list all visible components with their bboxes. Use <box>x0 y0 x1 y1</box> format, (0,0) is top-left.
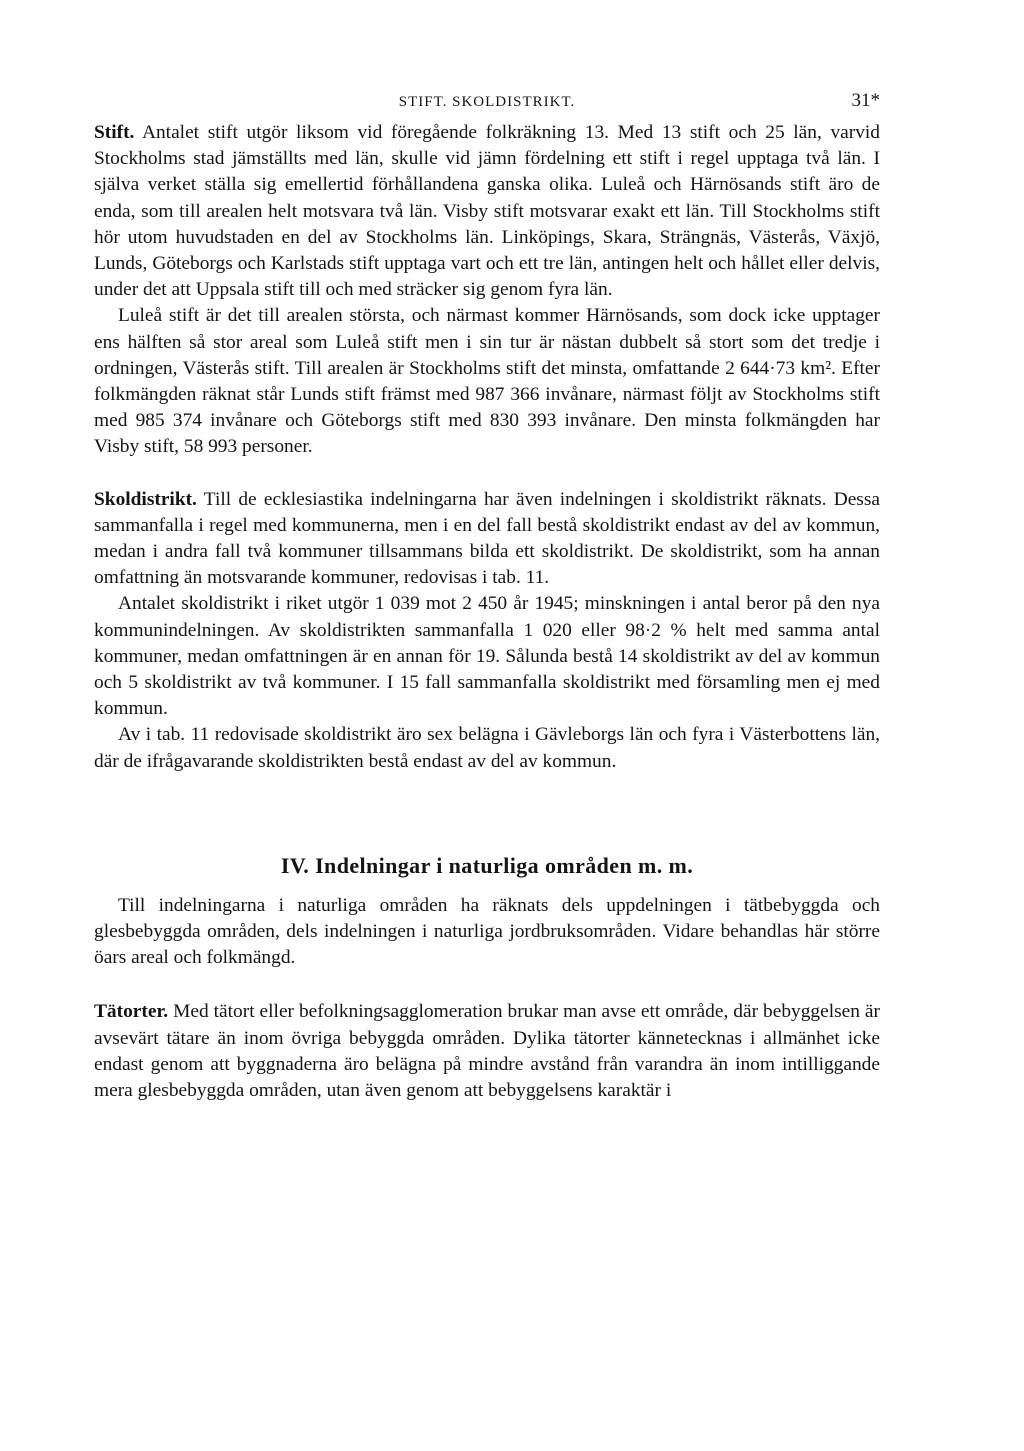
stift-paragraph-2 <box>94 303 880 460</box>
stift-text-2: Luleå stift är det till arealen största, och närmast kommer Härnösands, som dock icke upptager ens hälften så stor areal som Luleå stift men i sin tur är nästan dubbelt så stort som det tredje i ordningen, Västerås stift. Till arealen är Stockholms stift det minsta, omfattande 2 644·73 km². Efter folkmängden räknat står Lunds stift främst med 987 366 invånare, närmast följt av Stockholms stift med 985 374 invånare och Göteborgs stift med 830 393 invånare. Den minsta folkmängden har Visby stift, 58 993 personer. <box>94 305 880 458</box>
skoldistrikt-paragraph-1 <box>94 487 880 592</box>
stift-run-in-heading: Stift. <box>94 122 135 143</box>
section-intro-paragraph <box>94 893 880 972</box>
document-page <box>94 88 880 1104</box>
page-number: 31* <box>851 90 880 111</box>
section-intro-text: Till indelningarna i naturliga områden ha räknats dels uppdelningen i tätbebyggda och glesbebyggda områden, dels indelningen i naturliga jordbruksområden. Vidare behandlas här större öars areal och folkmängd. <box>94 894 880 969</box>
spacer <box>94 971 880 999</box>
running-head <box>94 88 880 114</box>
tatorter-text-1: Med tätort eller befolkningsagglomeration brukar man avse ett område, där bebyggelsen är avsevärt tätare än inom övriga bebyggda områden. Dylika tätorter kännetecknas i allmänhet icke endast genom att byggnaderna äro belägna på mindre avstånd från varandra än inom intilliggande mera glesbebyggda områden, utan även genom att bebyggelsens karaktär i <box>94 1001 880 1102</box>
spacer <box>94 461 880 487</box>
skoldistrikt-text-3: Av i tab. 11 redovisade skoldistrikt äro sex belägna i Gävleborgs län och fyra i Västerbottens län, där de ifrågavarande skoldistrikten bestå endast av del av kommun. <box>94 724 880 772</box>
section-title: Indelningar i naturliga områden m. m. <box>315 852 694 878</box>
spacer <box>94 775 880 853</box>
skoldistrikt-paragraph-2 <box>94 591 880 722</box>
running-title: STIFT. SKOLDISTRIKT. <box>398 94 576 110</box>
tatorter-paragraph-1 <box>94 999 880 1104</box>
tatorter-run-in-heading: Tätorter. <box>94 1001 169 1023</box>
skoldistrikt-text-2: Antalet skoldistrikt i riket utgör 1 039 mot 2 450 år 1945; minskningen i antal beror på den nya kommunindelningen. Av skoldistrikten sammanfalla 1 020 eller 98·2 % helt med samma antal kommuner, medan omfattningen är en annan för 19. Sålunda bestå 14 skoldistrikt av del av kommun och 5 skoldistrikt av två kommuner. I 15 fall sammanfalla skoldistrikt med församling men ej med kommun. <box>94 593 880 720</box>
skoldistrikt-paragraph-3 <box>94 722 880 774</box>
stift-text-1: Antalet stift utgör liksom vid föregående folkräkning 13. Med 13 stift och 25 län, varvid Stockholms stad jämställts med län, skulle vid jämn fördelning ett stift i regel upptaga två län. I själva verket ställa sig emellertid förhållandena ganska olika. Luleå och Härnösands stift äro de enda, som till arealen helt motsvara två län. Visby stift motsvarar exakt ett län. Till Stockholms stift hör utom huvudstaden en del av Stockholms län. Linköpings, Skara, Strängnäs, Västerås, Växjö, Lunds, Göteborgs och Karlstads stift upptaga vart och ett tre län, antingen helt och hållet eller delvis, under det att Uppsala stift till och med sträcker sig genom fyra län. <box>94 122 881 301</box>
section-heading <box>94 853 880 879</box>
stift-paragraph-1 <box>94 120 880 303</box>
skoldistrikt-text-1: Till de ecklesiastika indelningarna har även indelningen i skoldistrikt räknats. Dessa sammanfalla i regel med kommunerna, men i en del fall bestå skoldistrikt endast av del av kommun, medan i andra fall två kommuner tillsammans bilda ett skoldistrikt. De skoldistrikt, som ha annan omfattning än motsvarande kommuner, redovisas i tab. 11. <box>94 488 880 589</box>
skoldistrikt-run-in-heading: Skoldistrikt. <box>94 488 197 510</box>
section-numeral: IV. <box>280 852 310 878</box>
